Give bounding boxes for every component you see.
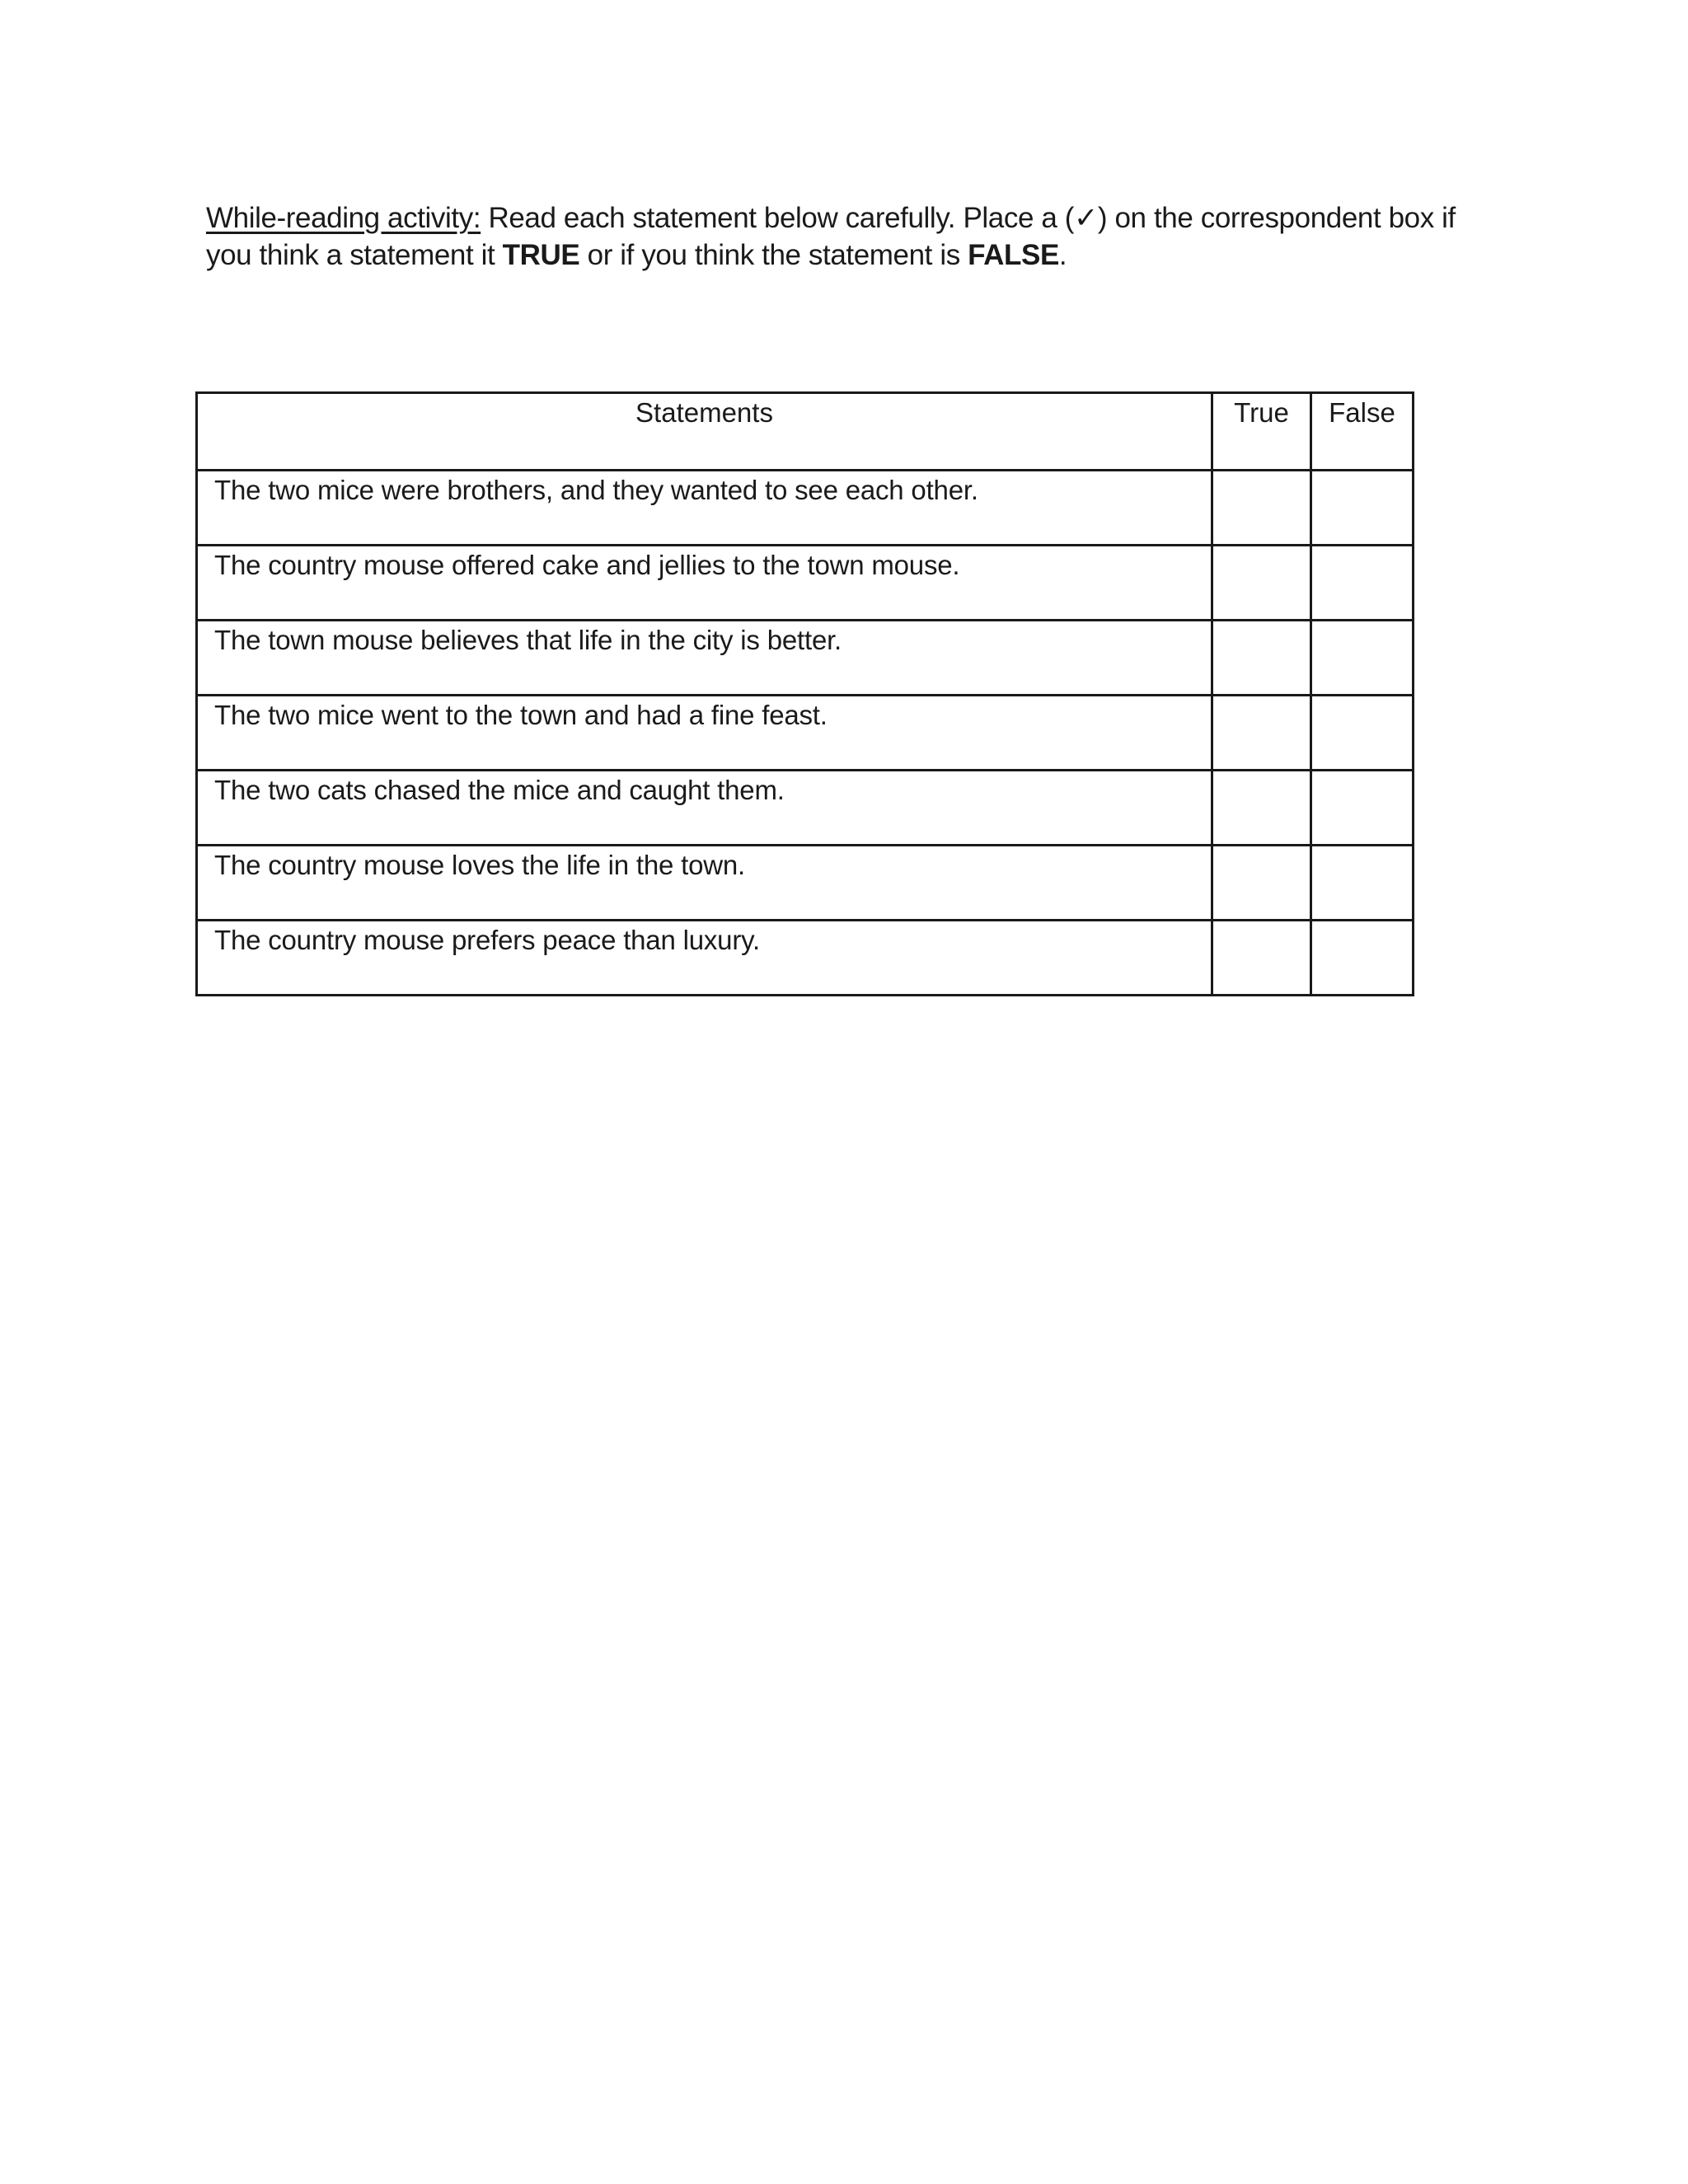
- true-checkbox-cell[interactable]: [1212, 771, 1311, 846]
- statement-cell: The country mouse prefers peace than luxury.: [197, 921, 1212, 996]
- table-row: [197, 546, 1414, 621]
- table-row: [197, 771, 1414, 846]
- false-header: False: [1311, 393, 1414, 471]
- table-row: [197, 921, 1414, 996]
- false-checkbox-cell[interactable]: [1311, 846, 1414, 921]
- true-checkbox-cell[interactable]: [1212, 546, 1311, 621]
- statement-cell: The town mouse believes that life in the city is better.: [197, 621, 1212, 696]
- table-row: [197, 471, 1414, 546]
- true-header: True: [1212, 393, 1311, 471]
- instructions-paragraph: [206, 199, 1492, 274]
- instructions-text-2: or if you think the statement is: [579, 239, 968, 271]
- statement-cell: The country mouse offered cake and jellies to the town mouse.: [197, 546, 1212, 621]
- false-checkbox-cell[interactable]: [1311, 621, 1414, 696]
- true-checkbox-cell[interactable]: [1212, 621, 1311, 696]
- statement-cell: The two mice went to the town and had a fine feast.: [197, 696, 1212, 771]
- true-checkbox-cell[interactable]: [1212, 696, 1311, 771]
- table-row: [197, 696, 1414, 771]
- false-checkbox-cell[interactable]: [1311, 546, 1414, 621]
- true-checkbox-cell[interactable]: [1212, 471, 1311, 546]
- statement-cell: The two cats chased the mice and caught them.: [197, 771, 1212, 846]
- statements-header: Statements: [197, 393, 1212, 471]
- false-checkbox-cell[interactable]: [1311, 471, 1414, 546]
- true-false-table: [195, 391, 1414, 996]
- statement-cell: The two mice were brothers, and they wanted to see each other.: [197, 471, 1212, 546]
- true-keyword: TRUE: [502, 239, 580, 271]
- activity-label: While-reading activity:: [206, 202, 481, 234]
- instructions-text-3: .: [1058, 239, 1067, 271]
- instructions-text-1: Read each statement below carefully. Place a (✓) on the correspondent box if you think a statement it: [206, 202, 1456, 271]
- true-checkbox-cell[interactable]: [1212, 846, 1311, 921]
- statement-cell: The country mouse loves the life in the town.: [197, 846, 1212, 921]
- false-checkbox-cell[interactable]: [1311, 696, 1414, 771]
- true-checkbox-cell[interactable]: [1212, 921, 1311, 996]
- false-checkbox-cell[interactable]: [1311, 921, 1414, 996]
- table-row: [197, 621, 1414, 696]
- table-row: [197, 846, 1414, 921]
- false-keyword: FALSE: [968, 239, 1059, 271]
- table-header-row: [197, 393, 1414, 471]
- false-checkbox-cell[interactable]: [1311, 771, 1414, 846]
